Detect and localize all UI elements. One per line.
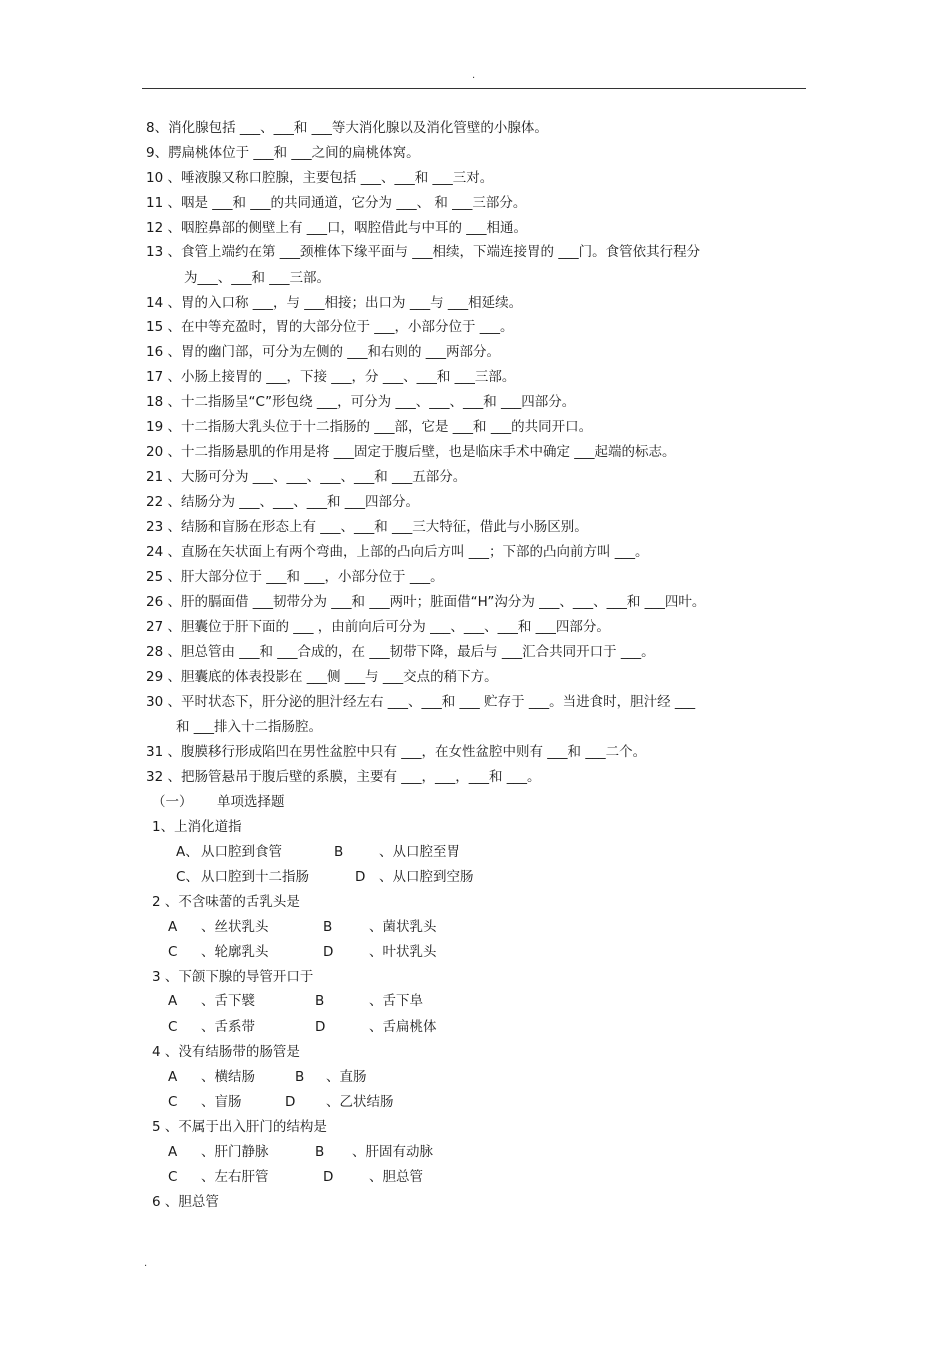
mcq-2-option-b-letter: B bbox=[323, 919, 333, 935]
question-23: 23 、结肠和盲肠在形态上有 ___、___和 ___三大特征，借此与小肠区别。 bbox=[146, 519, 588, 535]
mcq-4-option-d-text: 、乙状结肠 bbox=[326, 1094, 394, 1110]
mcq-5-option-a-letter: A bbox=[168, 1144, 178, 1160]
mcq-3-option-c-text: 、舌系带 bbox=[201, 1019, 255, 1035]
question-13: 13 、食管上端约在第 ___颈椎体下缘平面与 ___相续，下端连接胃的 ___门。食管依其行程分 bbox=[146, 244, 701, 260]
mcq-4-option-c-text: 、盲肠 bbox=[201, 1094, 242, 1110]
mcq-2-option-d-letter: D bbox=[323, 944, 334, 960]
question-18: 18 、十二指肠呈“C”形包绕 ___，可分为 ___、___、___和 ___四部分。 bbox=[146, 394, 576, 410]
mcq-4-stem: 4 、没有结肠带的肠管是 bbox=[152, 1044, 300, 1060]
mcq-3-option-b-letter: B bbox=[315, 993, 325, 1009]
mcq-6-stem: 6 、胆总管 bbox=[152, 1194, 219, 1210]
mcq-3-option-b-text: 、舌下阜 bbox=[369, 993, 423, 1009]
mcq-1-option-a-text: 从口腔到食管 bbox=[201, 844, 282, 860]
question-8: 8、消化腺包括 ___、___和 ___等大消化腺以及消化管壁的小腺体。 bbox=[146, 120, 548, 136]
mcq-5-stem: 5 、不属于出入肝门的结构是 bbox=[152, 1119, 327, 1135]
mcq-1-option-b-letter: B bbox=[334, 844, 344, 860]
mcq-2-option-d-text: 、叶状乳头 bbox=[369, 944, 437, 960]
question-14: 14 、胃的入口称 ___，与 ___相接；出口为 ___与 ___相延续。 bbox=[146, 295, 523, 311]
mcq-5-option-d-text: 、胆总管 bbox=[369, 1169, 423, 1185]
mcq-2-option-c-text: 、轮廓乳头 bbox=[201, 944, 269, 960]
mcq-2-stem: 2 、不含味蕾的舌乳头是 bbox=[152, 894, 300, 910]
mcq-5-option-a-text: 、肝门静脉 bbox=[201, 1144, 269, 1160]
mcq-1-option-d-letter: D bbox=[355, 869, 366, 885]
mcq-5-option-c-text: 、左右肝管 bbox=[201, 1169, 269, 1185]
mcq-4-option-a-letter: A bbox=[168, 1069, 178, 1085]
mcq-4-option-b-text: 、直肠 bbox=[326, 1069, 367, 1085]
mcq-4-option-a-text: 、横结肠 bbox=[201, 1069, 255, 1085]
question-26: 26 、肝的膈面借 ___韧带分为 ___和 ___两叶；脏面借“H”沟分为 ___、___、___和 ___四叶。 bbox=[146, 594, 706, 610]
mcq-5-option-d-letter: D bbox=[323, 1169, 334, 1185]
mcq-1-option-c-letter: C、 bbox=[176, 869, 199, 885]
mcq-1-stem: 1、上消化道指 bbox=[152, 819, 242, 835]
question-12: 12 、咽腔鼻部的侧壁上有 ___口，咽腔借此与中耳的 ___相通。 bbox=[146, 220, 528, 236]
mcq-3-option-c-letter: C bbox=[168, 1019, 178, 1035]
question-29: 29 、胆囊底的体表投影在 ___侧 ___与 ___交点的稍下方。 bbox=[146, 669, 498, 685]
question-16: 16 、胃的幽门部，可分为左侧的 ___和右则的 ___两部分。 bbox=[146, 344, 501, 360]
mcq-4-option-d-letter: D bbox=[285, 1094, 296, 1110]
question-25: 25 、肝大部分位于 ___和 ___，小部分位于 ___。 bbox=[146, 569, 444, 585]
question-30: 30 、平时状态下，肝分泌的胆汁经左右 ___、___和 ___ 贮存于 ___。当进食时，胆汁经 ___ bbox=[146, 694, 696, 710]
mcq-1-option-b-text: 、从口腔至胃 bbox=[379, 844, 460, 860]
question-21: 21 、大肠可分为 ___、___、___、___和 ___五部分。 bbox=[146, 469, 467, 485]
mcq-3-option-a-text: 、舌下襞 bbox=[201, 993, 255, 1009]
section-number: （一） bbox=[152, 794, 193, 810]
mcq-2-option-b-text: 、菌状乳头 bbox=[369, 919, 437, 935]
question-31: 31 、腹膜移行形成陷凹在男性盆腔中只有 ___，在女性盆腔中则有 ___和 ___二个。 bbox=[146, 744, 647, 760]
mcq-3-option-d-text: 、舌扁桃体 bbox=[369, 1019, 437, 1035]
section-title: 单项选择题 bbox=[217, 794, 285, 810]
mcq-5-option-b-text: 、肝固有动脉 bbox=[352, 1144, 433, 1160]
mcq-1-option-a-letter: A、 bbox=[176, 844, 199, 860]
question-19: 19 、十二指肠大乳头位于十二指肠的 ___部，它是 ___和 ___的共同开口。 bbox=[146, 419, 593, 435]
question-10: 10 、唾液腺又称口腔腺，主要包括 ___、___和 ___三对。 bbox=[146, 170, 494, 186]
mcq-5-option-b-letter: B bbox=[315, 1144, 325, 1160]
mcq-1-option-d-text: 、从口腔到空肠 bbox=[379, 869, 474, 885]
mcq-2-option-a-text: 、丝状乳头 bbox=[201, 919, 269, 935]
mcq-1-option-c-text: 从口腔到十二指肠 bbox=[201, 869, 309, 885]
mcq-2-option-a-letter: A bbox=[168, 919, 178, 935]
mcq-4-option-c-letter: C bbox=[168, 1094, 178, 1110]
question-15: 15 、在中等充盈时，胃的大部分位于 ___，小部分位于 ___。 bbox=[146, 319, 514, 335]
header-rule bbox=[142, 88, 806, 89]
mcq-3-option-a-letter: A bbox=[168, 993, 178, 1009]
question-22: 22 、结肠分为 ___、___、___和 ___四部分。 bbox=[146, 494, 420, 510]
question-20: 20 、十二指肠悬肌的作用是将 ___固定于腹后壁，也是临床手术中确定 ___起端的标志。 bbox=[146, 444, 676, 460]
question-24: 24 、直肠在矢状面上有两个弯曲，上部的凸向后方叫 ___；下部的凸向前方叫 ___。 bbox=[146, 544, 649, 560]
question-30-continued: 和 ___排入十二指肠腔。 bbox=[176, 719, 323, 735]
question-13-continued: 为___、___和 ___三部。 bbox=[184, 270, 331, 286]
question-11: 11 、咽是 ___和 ___的共同通道，它分为 ___、 和 ___三部分。 bbox=[146, 195, 527, 211]
footer-mark: . bbox=[144, 1258, 148, 1269]
question-9: 9、腭扁桃体位于 ___和 ___之间的扁桃体窝。 bbox=[146, 145, 420, 161]
mcq-3-option-d-letter: D bbox=[315, 1019, 326, 1035]
header-mark: . bbox=[472, 70, 476, 81]
mcq-2-option-c-letter: C bbox=[168, 944, 178, 960]
mcq-5-option-c-letter: C bbox=[168, 1169, 178, 1185]
question-28: 28 、胆总管由 ___和 ___合成的，在 ___韧带下降，最后与 ___汇合共同开口于 ___。 bbox=[146, 644, 655, 660]
question-32: 32 、把肠管悬吊于腹后壁的系膜，主要有 ___，___，___和 ___。 bbox=[146, 769, 541, 785]
mcq-4-option-b-letter: B bbox=[295, 1069, 305, 1085]
question-17: 17 、小肠上接胃的 ___，下接 ___，分 ___、___和 ___三部。 bbox=[146, 369, 516, 385]
question-27: 27 、胆囊位于肝下面的 ___ ，由前向后可分为 ___、___、___和 ___四部分。 bbox=[146, 619, 610, 635]
mcq-3-stem: 3 、下颌下腺的导管开口于 bbox=[152, 969, 314, 985]
